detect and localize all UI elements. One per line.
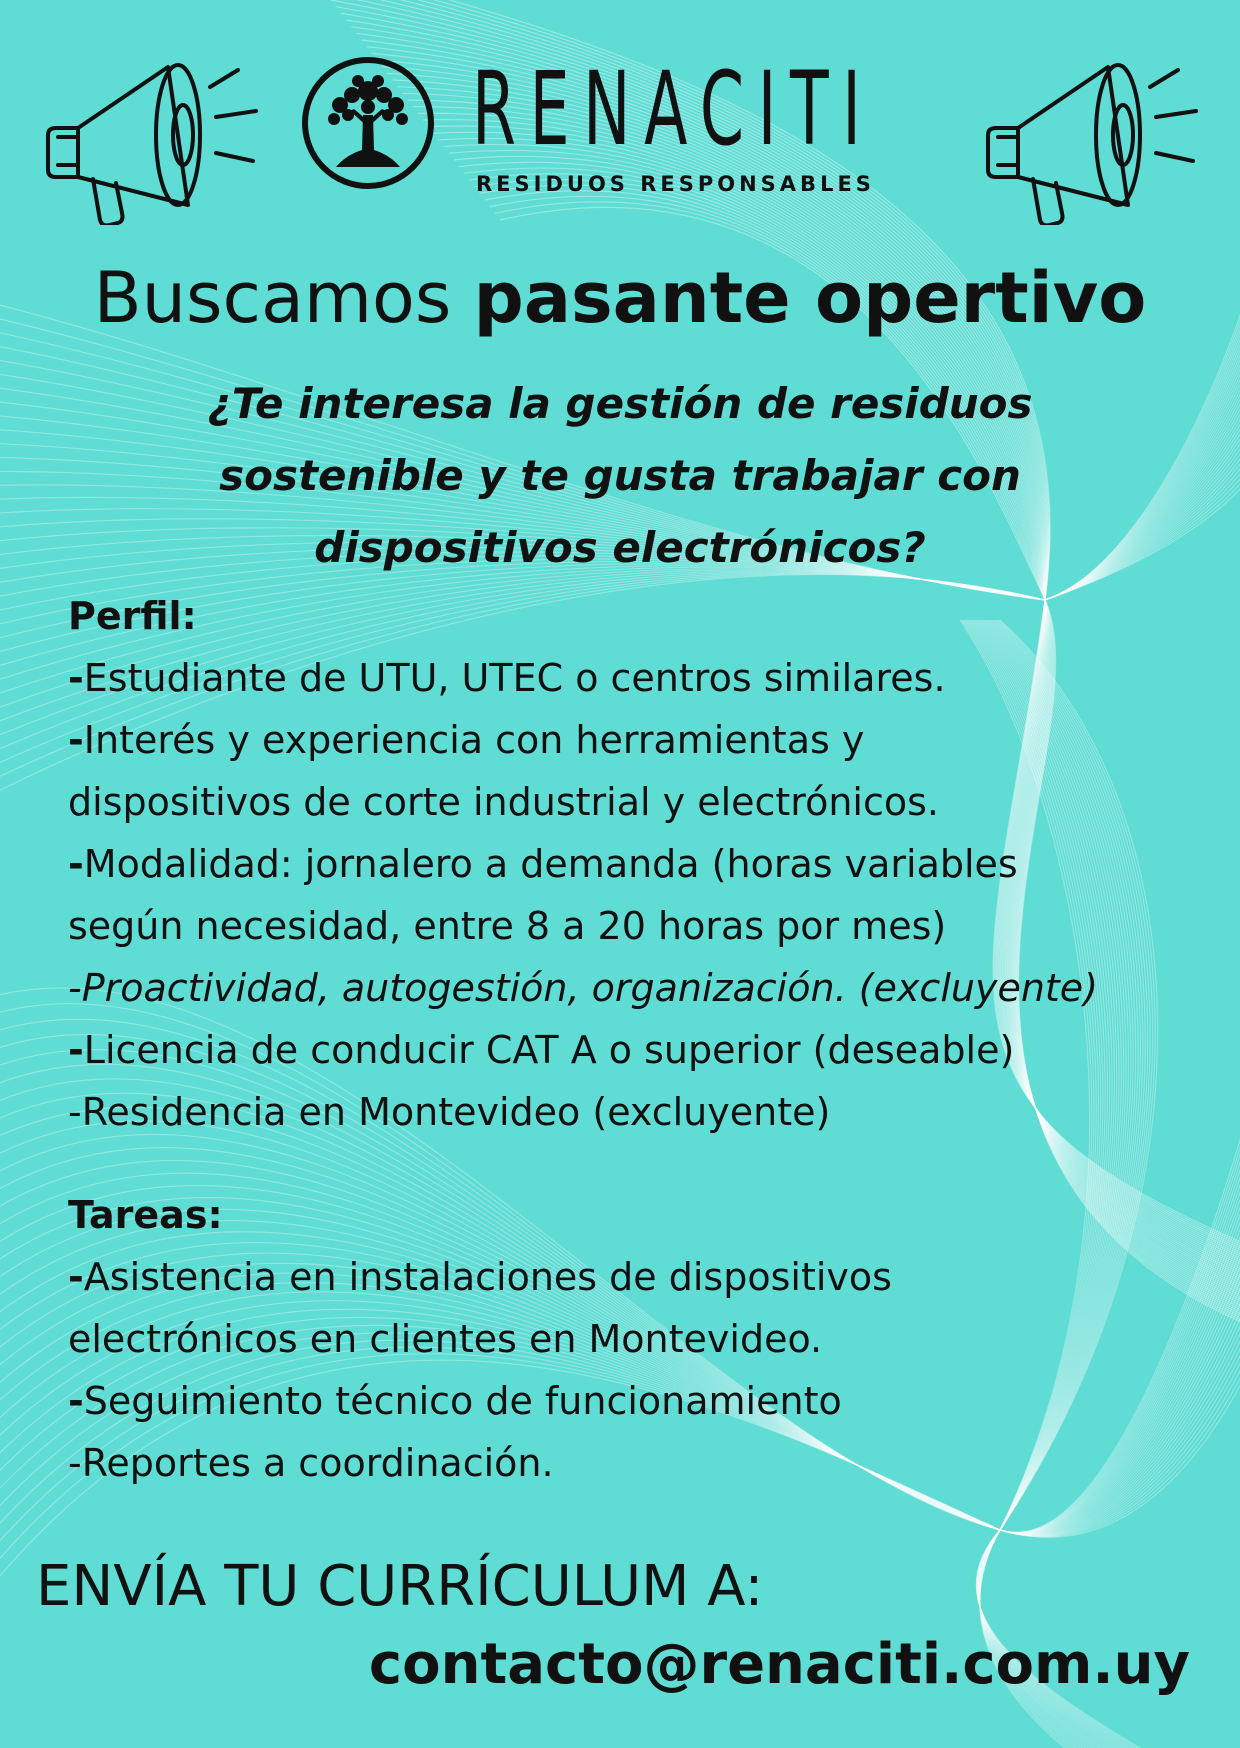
cta-label: ENVÍA TU CURRÍCULUM A: xyxy=(36,1554,764,1619)
page-title xyxy=(0,258,1240,338)
megaphone-icon xyxy=(38,55,258,225)
list-item: -Asistencia en instalaciones de dispositivos xyxy=(68,1255,892,1299)
list-item: -Residencia en Montevideo (excluyente) xyxy=(68,1090,831,1134)
list-item-continuation: dispositivos de corte industrial y electrónicos. xyxy=(68,780,939,824)
brand-tagline: RESIDUOS RESPONSABLES xyxy=(476,172,875,196)
headline-light: Buscamos xyxy=(93,257,452,339)
intro-question xyxy=(140,368,1100,584)
list-item: -Seguimiento técnico de funcionamiento xyxy=(68,1379,842,1423)
question-line: dispositivos electrónicos? xyxy=(314,523,926,572)
profile-section xyxy=(68,585,1188,1143)
tasks-section xyxy=(68,1184,1188,1494)
profile-heading: Perfil: xyxy=(68,594,197,638)
brand-name: RENACITI xyxy=(472,50,875,169)
contact-email[interactable]: contacto@renaciti.com.uy xyxy=(368,1632,1190,1697)
tasks-heading: Tareas: xyxy=(68,1193,223,1237)
list-item-continuation: según necesidad, entre 8 a 20 horas por mes) xyxy=(68,904,947,948)
list-item: -Interés y experiencia con herramientas y xyxy=(68,718,865,762)
list-item: -Proactividad, autogestión, organización. (excluyente) xyxy=(68,966,1099,1010)
headline-bold: pasante opertivo xyxy=(473,257,1147,339)
tree-logo-icon xyxy=(300,55,436,191)
list-item: -Estudiante de UTU, UTEC o centros similares. xyxy=(68,656,946,700)
question-line: sostenible y te gusta trabajar con xyxy=(219,451,1021,500)
list-item-continuation: electrónicos en clientes en Montevideo. xyxy=(68,1317,823,1361)
question-line: ¿Te interesa la gestión de residuos xyxy=(207,379,1033,428)
list-item: -Modalidad: jornalero a demanda (horas variables xyxy=(68,842,1018,886)
list-item: -Reportes a coordinación. xyxy=(68,1441,554,1485)
list-item: -Licencia de conducir CAT A o superior (deseable) xyxy=(68,1028,1015,1072)
megaphone-icon xyxy=(978,55,1198,225)
